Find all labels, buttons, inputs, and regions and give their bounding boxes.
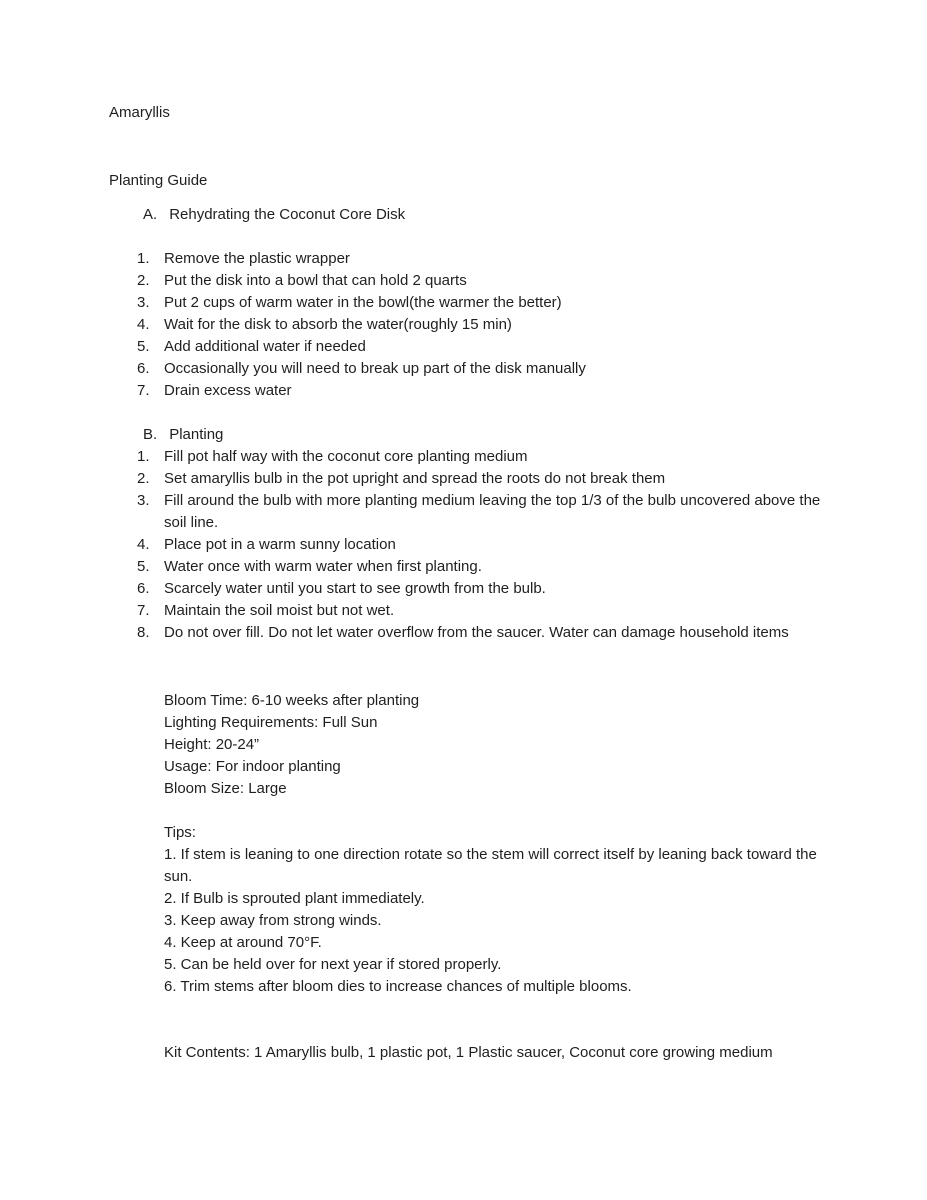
plant-detail-line: Height: 20-24” — [164, 736, 260, 753]
section-b-step-item: Do not over fill. Do not let water overflow from the saucer. Water can damage household items — [164, 624, 789, 641]
section-b-step-item: Place pot in a warm sunny location — [164, 536, 396, 553]
section-b-label: B. — [143, 426, 158, 443]
tips-block — [109, 822, 829, 998]
section-b-steps-list — [109, 446, 829, 644]
tips-heading: Tips: — [164, 824, 196, 841]
plant-detail-line: Bloom Size: Large — [164, 780, 287, 797]
section-a-steps-list — [109, 248, 829, 402]
tip-item: 2. If Bulb is sprouted plant immediately. — [164, 890, 425, 907]
section-a-heading — [109, 204, 829, 226]
section-b-step-item: Set amaryllis bulb in the pot upright and spread the roots do not break them — [164, 470, 666, 487]
section-b-heading — [109, 424, 829, 446]
section-b-step-item: Maintain the soil moist but not wet. — [164, 602, 395, 619]
section-b-step-item: Fill around the bulb with more planting medium leaving the top 1/3 of the bulb uncovered above the soil line. — [164, 492, 821, 531]
plant-detail-line: Lighting Requirements: Full Sun — [164, 714, 378, 731]
section-a-step-item: Occasionally you will need to break up part of the disk manually — [164, 360, 586, 377]
section-a-step-item: Wait for the disk to absorb the water(roughly 15 min) — [164, 316, 512, 333]
section-b-title: Planting — [169, 426, 224, 443]
tip-item: 4. Keep at around 70°F. — [164, 934, 322, 951]
section-a-step-item: Put the disk into a bowl that can hold 2 quarts — [164, 272, 467, 289]
section-a-step-item: Add additional water if needed — [164, 338, 366, 355]
document-title: Amaryllis — [109, 104, 170, 121]
kit-contents-line: Kit Contents: 1 Amaryllis bulb, 1 plastic pot, 1 Plastic saucer, Coconut core growing medium — [164, 1044, 773, 1061]
tip-item: 3. Keep away from strong winds. — [164, 912, 382, 929]
plant-details-block — [109, 690, 829, 800]
section-b-step-item: Scarcely water until you start to see growth from the bulb. — [164, 580, 546, 597]
section-a-step-item: Drain excess water — [164, 382, 292, 399]
section-a-step-item: Remove the plastic wrapper — [164, 250, 350, 267]
tip-item: 1. If stem is leaning to one direction rotate so the stem will correct itself by leaning back toward the sun. — [164, 846, 817, 885]
tip-item: 6. Trim stems after bloom dies to increase chances of multiple blooms. — [164, 978, 632, 995]
plant-detail-line: Bloom Time: 6-10 weeks after planting — [164, 692, 420, 709]
section-a-label: A. — [143, 206, 158, 223]
tips-list — [164, 844, 829, 998]
section-a-step-item: Put 2 cups of warm water in the bowl(the warmer the better) — [164, 294, 562, 311]
tip-item: 5. Can be held over for next year if stored properly. — [164, 956, 502, 973]
section-b-step-item: Water once with warm water when first planting. — [164, 558, 482, 575]
plant-detail-line: Usage: For indoor planting — [164, 758, 341, 775]
planting-guide-heading: Planting Guide — [109, 172, 208, 189]
section-b-step-item: Fill pot half way with the coconut core planting medium — [164, 448, 528, 465]
section-a-title: Rehydrating the Coconut Core Disk — [169, 206, 406, 223]
